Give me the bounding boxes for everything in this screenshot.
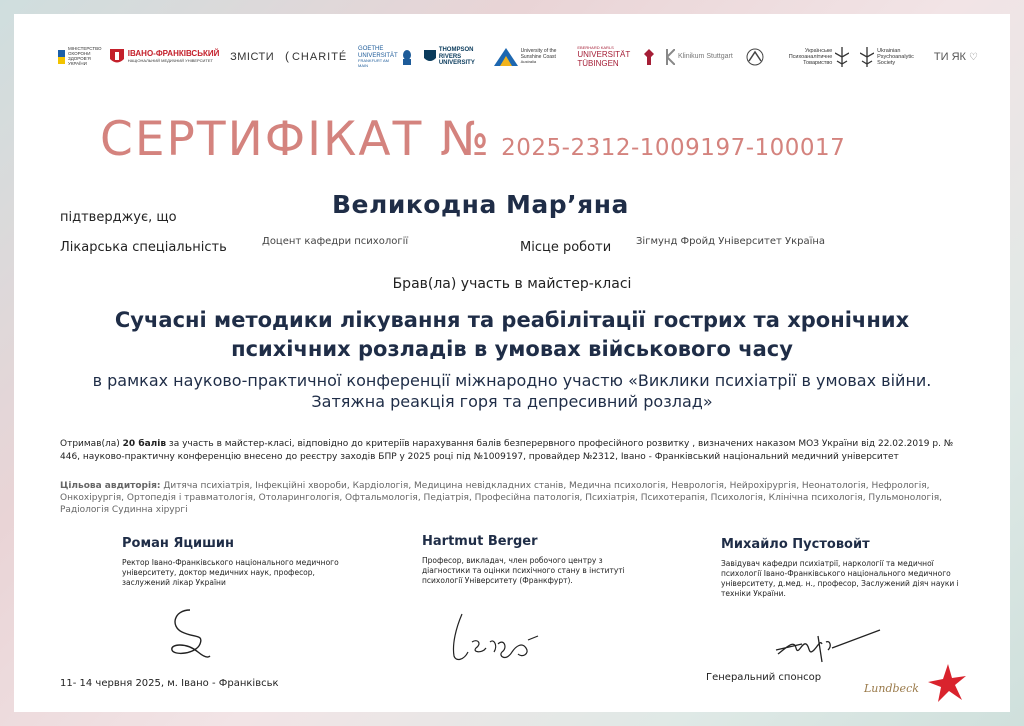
participation-text: Брав(ла) участь в майстер-класі [392,276,632,292]
lundbeck-logo-icon [862,658,974,708]
sponsor-logo [862,658,974,712]
signatory-2 [422,534,642,586]
points-statement [60,438,970,464]
tru-shield-icon [424,50,436,64]
logo-ifnmu [109,48,220,66]
logo-usc [494,48,567,66]
sponsor-name: Lundbeck [864,682,919,695]
signatory-1-name: Роман Яцишин [122,536,235,551]
specialty-value: Доцент кафедри психології [262,236,409,247]
ipa-emblem-icon [744,48,766,66]
logo-ifnmu-text: ІВАНО-ФРАНКІВСЬКИЙ [127,49,220,59]
workplace-label: Місце роботи [520,240,612,255]
upt-emblem-icon [835,47,849,67]
logo-tuebingen-seal [644,49,654,65]
certificate-sheet [14,14,1010,712]
signatory-1-role: Ректор Івано-Франківського національного медичного університету, доктор медичних наук, професор, заслужений лікар України [122,558,339,587]
logo-usc-text: University of the Sunshine Coast [520,48,557,60]
signature-1-image [164,606,214,662]
logo-charite-text: CHARITÉ [291,50,348,63]
ifnmu-emblem-icon [109,48,125,66]
sponsor-star-icon [928,664,966,702]
logo-ministry-text: МІНІСТЕРСТВО ОХОРОНИ ЗДОРОВ'Я УКРАЇНИ [68,46,102,66]
conference-text: в рамках науково-практичної конференції міжнародно участю «Виклики психіатрії в умовах війни. Затяжна реакція горя та депресивний розлад» [92,371,932,411]
signatory-3-role: Завідувач кафедри психіатрії, наркології та медичної психології Івано-Франківського національного медичного університету, д.мед. н., професор, Заслужений діяч науки і техніки України. [721,559,959,598]
certificate-title [100,112,1000,167]
logo-zmisty-text: ЗМІСТИ [230,50,275,63]
sponsor-label: Генеральний спонсор [706,672,822,683]
logo-charite [285,50,347,63]
klinikum-k-icon [665,49,675,65]
goethe-portrait-icon [401,49,413,65]
logo-tyyak-text: ТИ ЯК [933,50,966,63]
target-audience [60,480,970,516]
recipient-name: Великодна Мар’яна [332,190,629,219]
ministry-trident-icon [58,49,65,65]
partner-logos [58,34,978,80]
signatory-2-name: Hartmut Berger [422,534,538,549]
confirms-text: підтверджує, що [60,210,177,225]
workplace-value: Зігмунд Фройд Університет Україна [636,236,826,247]
logo-tru-text: THOMPSON RIVERS UNIVERSITY [438,47,475,67]
event-date-place: 11- 14 червня 2025, м. Івано - Франківськ [60,678,279,689]
logo-ipa [744,48,766,66]
logo-usc-sub: Australia [520,59,537,65]
logo-ifnmu-sub: НАЦІОНАЛЬНИЙ МЕДИЧНИЙ УНІВЕРСИТЕТ [127,58,213,64]
logo-tyyak [934,51,978,63]
usc-sun-icon [494,48,518,66]
logo-tuebingen-text: UNIVERSITÄT TÜBINGEN [577,50,631,69]
logo-zmisty [230,51,274,63]
logo-tuebingen [577,46,633,68]
logo-tuebingen-sub: EBERHARD KARLS [577,44,614,50]
logo-upt-text: Українське Психоаналітичне Товариство [788,47,833,67]
charite-c-icon: ( [284,49,289,64]
signatory-1 [122,536,362,588]
points-prefix: Отримав(ла) [60,439,123,449]
signatory-2-role: Професор, викладач, член робочого центру з діагностики та оцінки психічного стану в інституті психології Університету (Франкфурт). [422,556,625,585]
logo-klinikum-text: Klinikum Stuttgart [677,53,733,61]
points-details: за участь в майстер-класі, відповідно до критеріїв нарахування балів безперервного професійного розвитку , визначених наказом МОЗ України від 22.02.2019 р. № 446, науково-практичну конференцію внесено до реєстру заходів БПР у 2025 році під №1009197, провайдер №2312, Івано - Франківський національний медичний університет [60,439,954,462]
target-audience-label: Цільова авдиторія: [60,481,161,491]
logo-ministry [58,46,102,67]
signature-2-image [442,608,542,664]
tuebingen-seal-icon [644,49,654,65]
logo-tru [424,47,483,67]
logo-goethe [358,46,413,68]
logo-upt [776,47,849,67]
logo-klinikum [665,49,733,65]
certificate-title-word: СЕРТИФІКАТ № [100,112,492,167]
logo-ups [860,47,923,67]
certificate-number: 2025-2312-1009197-100017 [501,135,846,161]
specialty-label: Лікарська спеціальність [60,240,227,255]
logo-goethe-text: GOETHE UNIVERSITÄT [358,46,398,59]
signatory-3-name: Михайло Пустовойт [721,537,870,552]
logo-ups-text: Ukrainian Psychoanalytic Society [877,47,914,67]
target-audience-list: Дитяча психіатрія, Інфекційні хвороби, Кардіологія, Медицина невідкладних станів, Медична психологія, Неврологія, Нейрохірургія, Неонатологія, Нефрологія, Онкохірургія, Ортопедія і травматологія, Отоларингологія, Офтальмологія, Педіатрія, Професійна патологія, Психіатрія, Психотерапія, Психологія, Клінічна психологія, Пульмонологія, Радіологія Судинна хірургі [60,481,943,515]
points-value: 20 балів [122,439,167,449]
ups-emblem-icon [860,47,874,67]
logo-goethe-sub: FRANKFURT AM MAIN [358,58,389,68]
course-title: Сучасні методики лікування та реабілітації гострих та хронічних психічних розладів в умовах військового часу [114,308,910,361]
heart-icon: ♡ [968,51,978,63]
signatory-3 [721,537,961,599]
